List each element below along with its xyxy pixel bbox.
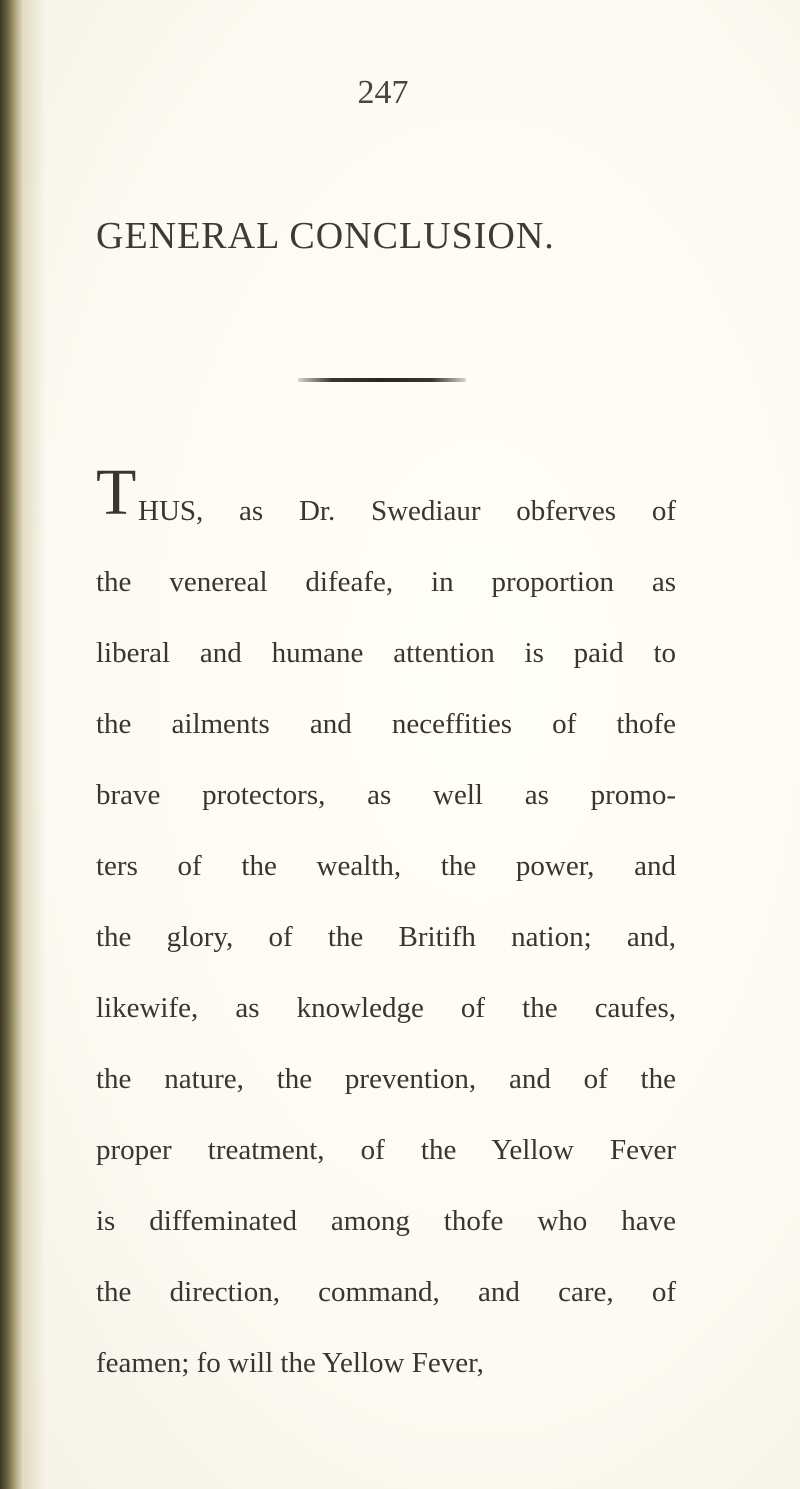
text-line: ters of the wealth, the power, and bbox=[96, 850, 676, 882]
binding-shadow bbox=[0, 0, 24, 1489]
text-line: the nature, the prevention, and of the bbox=[96, 1063, 676, 1095]
text-line: brave protectors, as well as promo- bbox=[96, 779, 676, 811]
text-line: is diffeminated among thofe who have bbox=[96, 1205, 676, 1237]
page-number: 247 bbox=[357, 74, 409, 111]
chapter-heading: GENERAL CONCLUSION. bbox=[96, 215, 555, 257]
text-line: the glory, of the Britifh nation; and, bbox=[96, 921, 676, 953]
body-paragraph bbox=[96, 476, 676, 1399]
text-line: liberal and humane attention is paid to bbox=[96, 637, 676, 669]
text-line: the ailments and neceffities of thofe bbox=[96, 708, 676, 740]
text-line: proper treatment, of the Yellow Fever bbox=[96, 1134, 676, 1166]
text-line: HUS, as Dr. Swediaur obferves of bbox=[138, 495, 676, 527]
text-line: the venereal difeafe, in proportion as bbox=[96, 566, 676, 598]
binding-fade bbox=[24, 0, 46, 1489]
drop-cap: T bbox=[96, 456, 137, 529]
text-line: feamen; fo will the Yellow Fever, bbox=[96, 1347, 484, 1379]
text-line: likewife, as knowledge of the caufes, bbox=[96, 992, 676, 1024]
ornamental-rule bbox=[298, 378, 466, 382]
text-line: the direction, command, and care, of bbox=[96, 1276, 676, 1308]
